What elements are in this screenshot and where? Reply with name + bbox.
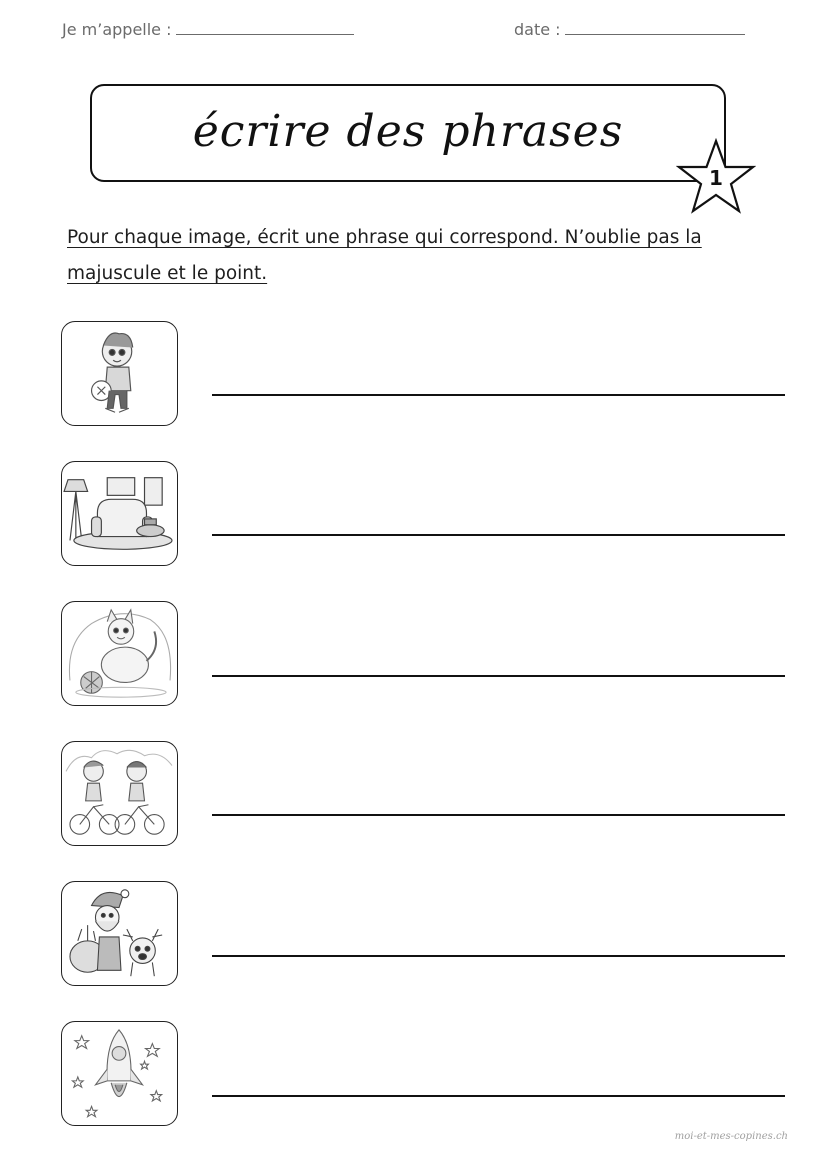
name-label: Je m’appelle : bbox=[62, 20, 172, 39]
cat-with-yarn-icon bbox=[61, 601, 178, 706]
living-room-icon bbox=[61, 461, 178, 566]
boy-with-ball-icon bbox=[61, 321, 178, 426]
writing-line-2[interactable] bbox=[212, 534, 785, 536]
santa-with-reindeer-icon bbox=[61, 881, 178, 986]
writing-line-5[interactable] bbox=[212, 955, 785, 957]
badge-number: 1 bbox=[709, 166, 723, 190]
writing-line-4[interactable] bbox=[212, 814, 785, 816]
date-blank[interactable] bbox=[565, 20, 745, 35]
name-field[interactable] bbox=[62, 20, 354, 39]
instructions: Pour chaque image, écrit une phrase qui correspond. N’oublie pas la majuscule et le point. bbox=[67, 227, 702, 284]
writing-line-3[interactable] bbox=[212, 675, 785, 677]
footer-credit: moi-et-mes-copines.ch bbox=[674, 1131, 788, 1142]
writing-line-1[interactable] bbox=[212, 394, 785, 396]
date-field[interactable] bbox=[514, 20, 745, 39]
children-on-bikes-icon bbox=[61, 741, 178, 846]
rocket-icon bbox=[61, 1021, 178, 1126]
title-box bbox=[90, 84, 726, 182]
name-blank[interactable] bbox=[176, 20, 354, 35]
page-title: écrire des phrases bbox=[192, 106, 624, 157]
writing-line-6[interactable] bbox=[212, 1095, 785, 1097]
date-label: date : bbox=[514, 20, 561, 39]
